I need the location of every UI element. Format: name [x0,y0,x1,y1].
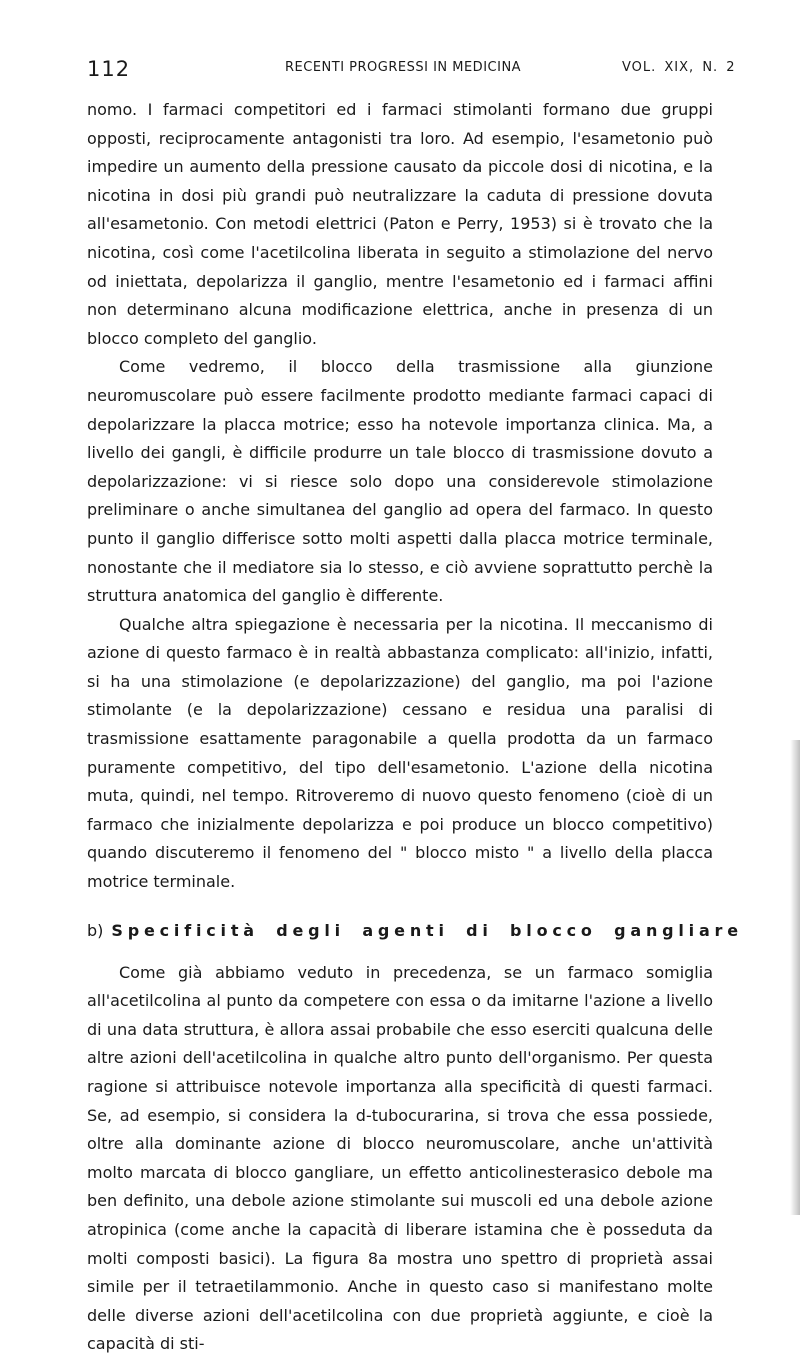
paragraph: Come vedremo, il blocco della trasmissione alla giunzione neuromuscolare può essere facilmente prodotto mediante farmaci capaci di depolarizzare la placca motrice; esso ha notevole importanza clinica. Ma, a livello dei gangli, è difficile produrre un tale blocco di trasmissione dovuto a depolarizzazione: vi si riesce solo dopo una considerevole stimolazione preliminare o anche simultanea del ganglio ad opera del farmaco. In questo punto il ganglio differisce sotto molti aspetti dalla placca motrice terminale, nonostante che il mediatore sia lo stesso, e ciò avviene soprattutto perchè la struttura anatomica del ganglio è differente. [87,357,713,606]
section-heading [87,917,743,945]
page-number: 112 [87,57,131,81]
page-edge-shadow [790,740,800,1215]
volume-issue: VOL. XIX, N. 2 [622,60,736,75]
page-body [87,96,743,1359]
section-letter: b) [87,920,104,940]
paragraph: Come già abbiamo veduto in precedenza, se un farmaco somiglia all'acetilcolina al punto da competere con essa o da imitarne l'azione a livello di una data struttura, è allora assai probabile che esso eserciti qualcuna delle altre azioni dell'acetilcolina in qualche altro punto dell'organismo. Per questa ragione si attribuisce notevole importanza alla specificità di questi farmaci. Se, ad esempio, si considera la d-tubocurarina, si trova che essa possiede, oltre alla dominante azione di blocco neuromuscolare, anche un'attività molto marcata di blocco gangliare, un effetto anticolinesterasico debole ma ben definito, una debole azione stimolante sui muscoli ed una debole azione atropinica (come anche la capacità di liberare istamina che è posseduta da molti composti basici). La figura 8a mostra uno spettro di proprietà assai simile per il tetraetilammonio. Anche in questo caso si manifestano molte delle diverse azioni dell'acetilcolina con due proprietà aggiunte, e cioè la capacità di sti- [87,962,713,1354]
running-title: RECENTI PROGRESSI IN MEDICINA [285,60,522,75]
paragraph: nomo. I farmaci competitori ed i farmaci stimolanti formano due gruppi opposti, reciprocamente antagonisti tra loro. Ad esempio, l'esametonio può impedire un aumento della pressione causato da piccole dosi di nicotina, e la nicotina in dosi più grandi può neutralizzare la caduta di pressione dovuta all'esametonio. Con metodi elettrici (Paton e Perry, 1953) si è trovato che la nicotina, così come l'acetilcolina liberata in seguito a stimolazione del nervo od iniettata, depolarizza il ganglio, mentre l'esametonio ed i farmaci affini non determinano alcuna modificazione elettrica, anche in presenza di un blocco completo del ganglio. [87,100,713,348]
section-title: Specificità degli agenti di blocco gangliare [111,920,743,940]
paragraph: Qualche altra spiegazione è necessaria per la nicotina. Il meccanismo di azione di questo farmaco è in realtà abbastanza complicato: all'inizio, infatti, si ha una stimolazione (e depolarizzazione) del ganglio, ma poi l'azione stimolante (e la depolarizzazione) cessano e residua una paralisi di trasmissione esattamente paragonabile a quella prodotta da un farmaco puramente competitivo, del tipo dell'esametonio. L'azione della nicotina muta, quindi, nel tempo. Ritroveremo di nuovo questo fenomeno (cioè di un farmaco che inizialmente depolarizza e poi produce un blocco competitivo) quando discuteremo il fenomeno del " blocco misto " a livello della placca motrice terminale. [87,614,713,892]
